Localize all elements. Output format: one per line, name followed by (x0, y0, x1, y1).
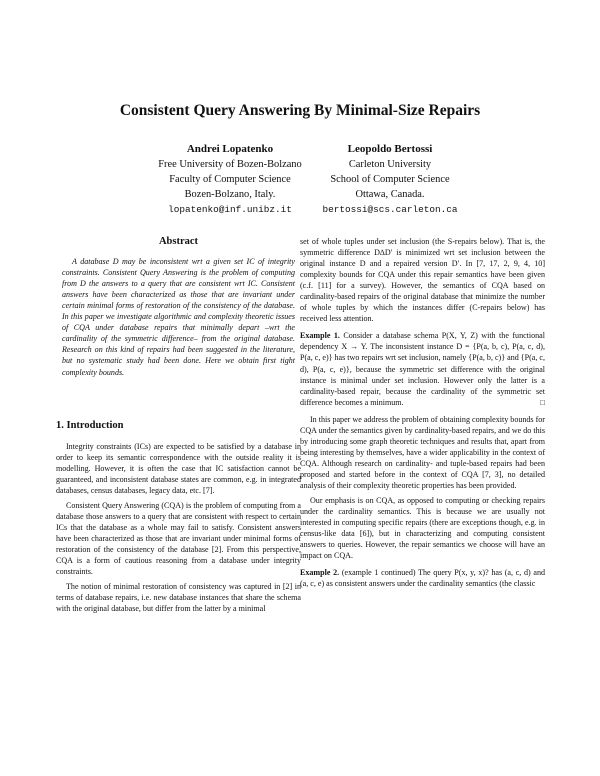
paragraph: Our emphasis is on CQA, as opposed to computing or checking repairs under the cardinality semantics. This is because we are usually not interested in computing specific repairs (there are exceptions though, e.g. in census-like data [6]), but in characterizing and computing consistent answers to queries. However, the repair semantics we choose will have an impact on CQA. (300, 496, 545, 561)
example-2-label: Example 2. (300, 568, 340, 578)
author-affiliation: Carleton University (348, 159, 432, 170)
author-affiliation: Bozen-Bolzano, Italy. (184, 189, 276, 200)
paragraph: Consistent Query Answering (CQA) is the problem of computing from a database those answers to a query that are consistent with respect to certain ICs that the database as a whole may fail to satisfy. Consistent answers have been characterized as those that are invariant under minimal forms of restoration of the consistency of the database [2]. From this perspective, CQA is a form of cautious reasoning from a database under integrity constraints. (56, 500, 301, 577)
right-column (300, 236, 545, 593)
author-affiliation: Faculty of Computer Science (169, 174, 291, 185)
author-block-2 (300, 142, 480, 217)
example-1-label: Example 1. (300, 331, 340, 341)
example-2-text: (example 1 continued) The query P(x, y, x)? has (a, c, d) and (a, c, e) as consistent answers under the cardinality semantics (the classic (300, 568, 545, 589)
example-1 (300, 330, 545, 407)
author-block-1 (140, 142, 320, 217)
paragraph: In this paper we address the problem of obtaining complexity bounds for CQA under the semantics given by cardinality-based repairs, and we do this by introducing some graph theoretic techniques and results that, apart from being interesting by themselves, have a wider applicability in the context of CQA. Although research on cardinality- and tuple-based repairs had been proposed and started before in the context of CQA [7, 3], no detailed analysis of their complexity theoretic properties has been provided. (300, 414, 545, 490)
qed-icon: □ (540, 397, 545, 407)
left-column (56, 236, 301, 618)
example-1-text: Consider a database schema P(X, Y, Z) with the functional dependency X → Y. The inconsistent instance D = {P(a, b, c), P(a, c, d), P(a, c, e)} has two repairs wrt set inclusion, namely {P(a, b, c)} and {P(a, c, d), P(a, c, e)}, because the symmetric set difference with the original instance is minimal under set inclusion. However only the latter is a cardinality-based repair, because the cardinality of the symmetric set difference becomes a minimum. (300, 331, 545, 407)
paragraph: set of whole tuples under set inclusion (the S-repairs below). That is, the symmetric difference D∆D′ is minimized wrt set inclusion between the original instance D and a repaired version D′. In [7, 17, 2, 9, 4, 10] complexity bounds for CQA under this repair semantics have been given (c.f. [11] for a survey). However, the semantics of CQA based on cardinality-based repairs of the original database that minimize the number of whole tuples by which the instances differ (C-repairs below) has received less attention. (300, 237, 545, 324)
author-affiliation: Ottawa, Canada. (355, 189, 425, 200)
abstract-text: A database D may be inconsistent wrt a given set IC of integrity constraints. Consistent Query Answering is the problem of computing from D the answers to a query that are consistent wrt IC. Consistent answers have been characterized as those that are invariant under certain minimal forms of restoration of the consistency of the database. In this paper we investigate algorithmic and complexity theoretic issues of CQA under database repairs that minimally depart –wrt the cardinality of the symmetric difference– from the original database. Research on this kind of repairs had been suggested in the literature, but no systematic study had been done. Here we obtain first tight complexity bounds. (62, 257, 295, 377)
paragraph: The notion of minimal restoration of consistency was captured in [2] in terms of database repairs, i.e. new database instances that share the schema with the original database, but differ from the latter by a minimal (56, 582, 301, 614)
author-email: bertossi@scs.carleton.ca (322, 204, 458, 215)
paragraph: Integrity constraints (ICs) are expected to be satisfied by a database in order to keep its semantic correspondence with the outside reality it is modelling. However, it is often the case that IC satisfaction cannot be guaranteed, and inconsistent database states are common, e.g. in integrated databases, census databases, legacy data, etc. [7]. (56, 441, 301, 495)
author-name: Leopoldo Bertossi (347, 143, 433, 155)
abstract-heading: Abstract (158, 236, 199, 247)
example-2 (300, 567, 545, 589)
paper-title: Consistent Query Answering By Minimal-Size Repairs (119, 102, 481, 119)
author-affiliation: Free University of Bozen-Bolzano (158, 159, 302, 170)
author-name: Andrei Lopatenko (186, 143, 274, 155)
author-email: lopatenko@inf.unibz.it (168, 204, 292, 215)
author-affiliation: School of Computer Science (330, 174, 450, 185)
section-heading-introduction: 1. Introduction (56, 419, 124, 431)
